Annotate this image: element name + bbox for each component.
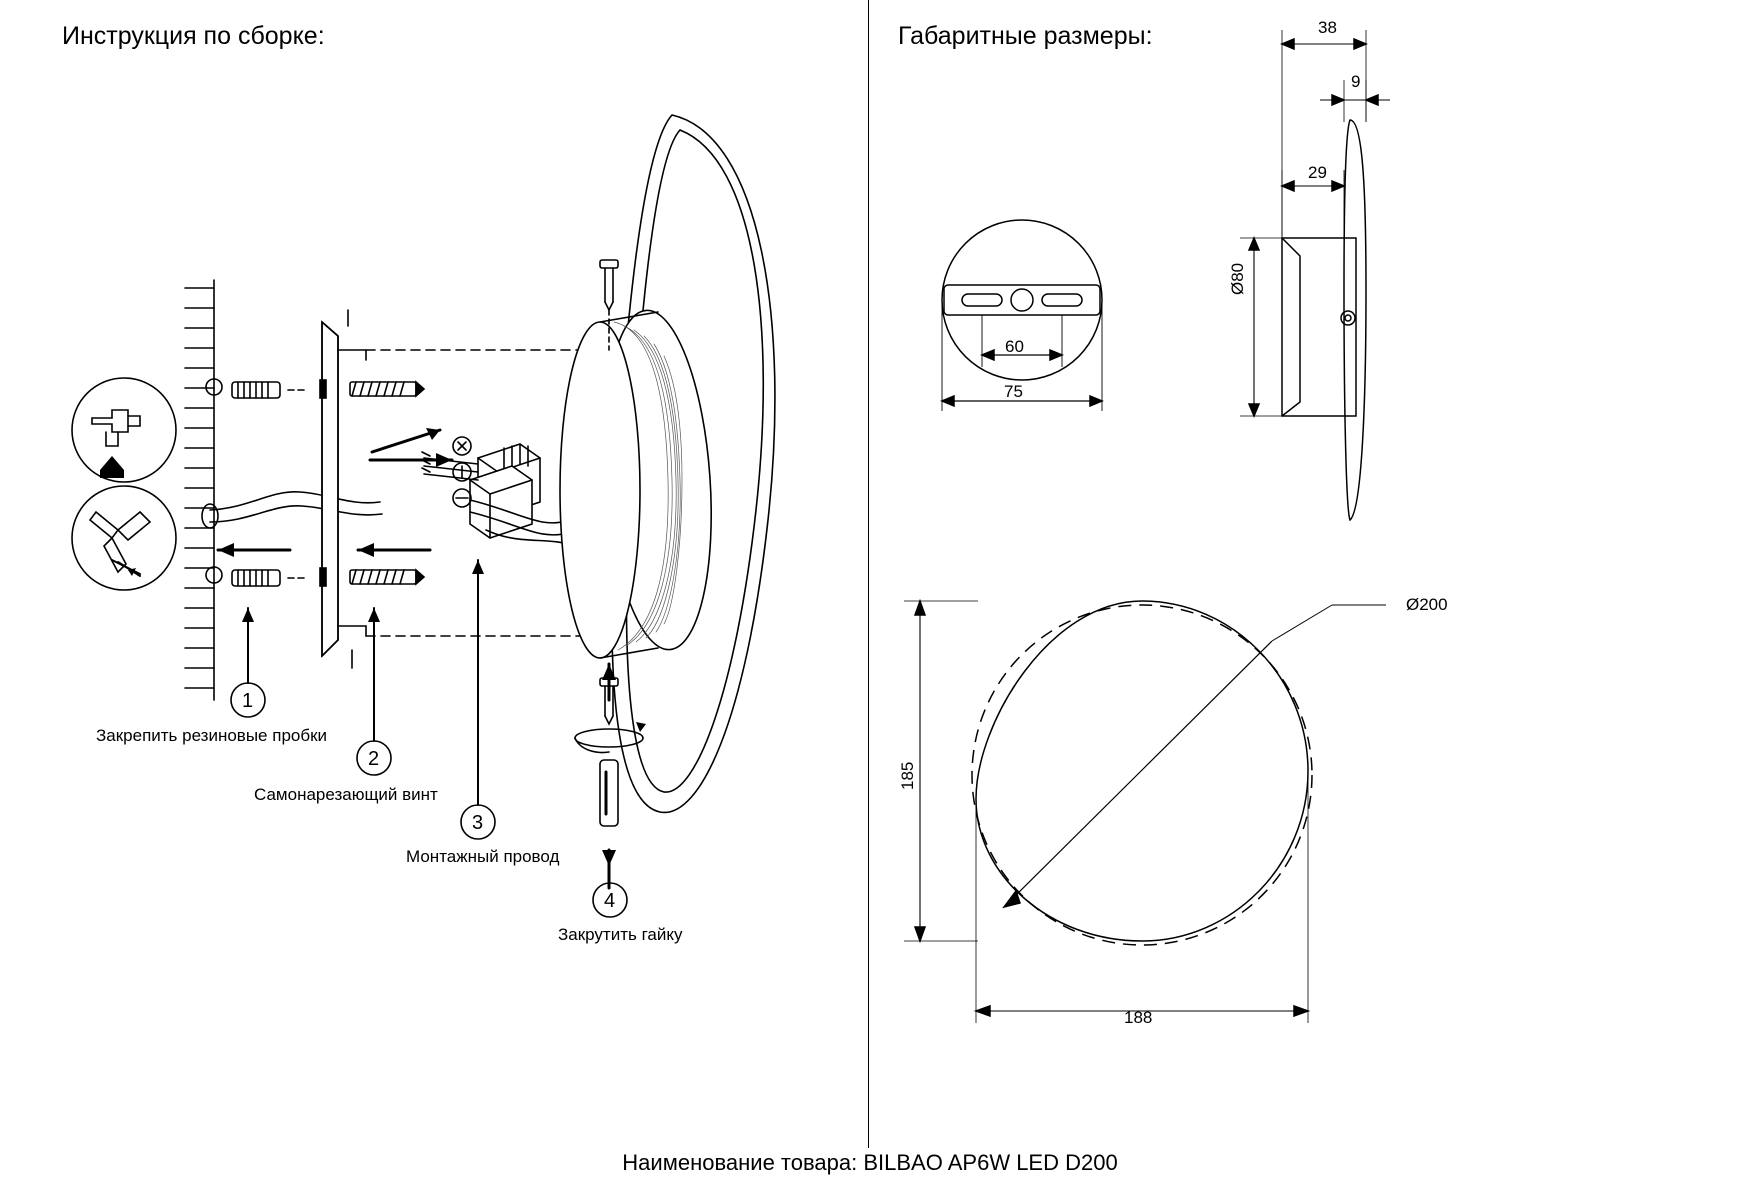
product-name-footer: Наименование товара: BILBAO AP6W LED D200 [622, 1150, 1118, 1175]
dim-label-9: 9 [1351, 72, 1361, 91]
dimensions-title: Габаритные размеры: [898, 22, 1153, 50]
rubber-plug-lower [232, 570, 280, 586]
bracket-slot-left [962, 294, 1002, 306]
lamp-front-outline [976, 601, 1308, 941]
rubber-plug-upper [232, 382, 280, 398]
reference-circle [972, 605, 1312, 945]
side-view [1220, 10, 1520, 530]
step-number-3: 3 [472, 812, 484, 834]
wire-bundle [422, 452, 574, 546]
dim-label-d200: Ø200 [1406, 595, 1448, 614]
bracket-bar [944, 285, 1100, 315]
icon-drill-circle [72, 378, 176, 482]
dim-label-29: 29 [1308, 163, 1327, 182]
bottom-nut-assembly [575, 664, 646, 888]
dim-label-60: 60 [1005, 337, 1024, 356]
dim-label-38: 38 [1318, 18, 1337, 37]
bracket-slot-lower [320, 568, 326, 586]
dim-label-d80: Ø80 [1228, 262, 1247, 295]
step-label-1: Закрепить резиновые пробки [96, 726, 328, 745]
step-number-1: 1 [242, 690, 254, 712]
assembly-arrows [218, 428, 452, 557]
step-label-4: Закрутить гайку [558, 925, 683, 944]
step-label-2: Самонарезающий винт [254, 785, 438, 804]
screw-lower [350, 570, 424, 584]
assembly-title: Инструкция по сборке: [62, 22, 325, 50]
lamp-shade [560, 307, 722, 658]
step-label-3: Монтажный провод [406, 847, 560, 866]
assembly-drawing [0, 60, 868, 1080]
dim-label-188: 188 [1124, 1008, 1153, 1027]
terminal-block [453, 437, 540, 538]
wall-cable [202, 492, 382, 528]
step-number-4: 4 [604, 890, 616, 912]
lamp-back-plate [612, 115, 775, 812]
front-view [880, 555, 1400, 1075]
dim-label-185: 185 [898, 761, 917, 790]
vertical-divider [868, 0, 869, 1148]
wall-hatching [185, 280, 214, 700]
bracket-slot-upper [320, 380, 326, 398]
step-number-2: 2 [368, 748, 380, 770]
side-screw-head [1341, 311, 1355, 325]
side-lamp-plate [1344, 120, 1366, 520]
mounting-bracket [320, 310, 366, 668]
side-mount-box [1282, 238, 1356, 416]
wall-hole-lower [206, 567, 222, 583]
wall-hole-upper [206, 379, 222, 395]
bracket-slot-right [1042, 294, 1082, 306]
screw-upper [350, 382, 424, 396]
bracket-plate-view [900, 215, 1160, 435]
dim-label-75: 75 [1004, 382, 1023, 401]
bracket-center-hole [1011, 289, 1033, 311]
top-bolt [600, 260, 618, 350]
icon-no-hammer-circle [72, 486, 176, 590]
